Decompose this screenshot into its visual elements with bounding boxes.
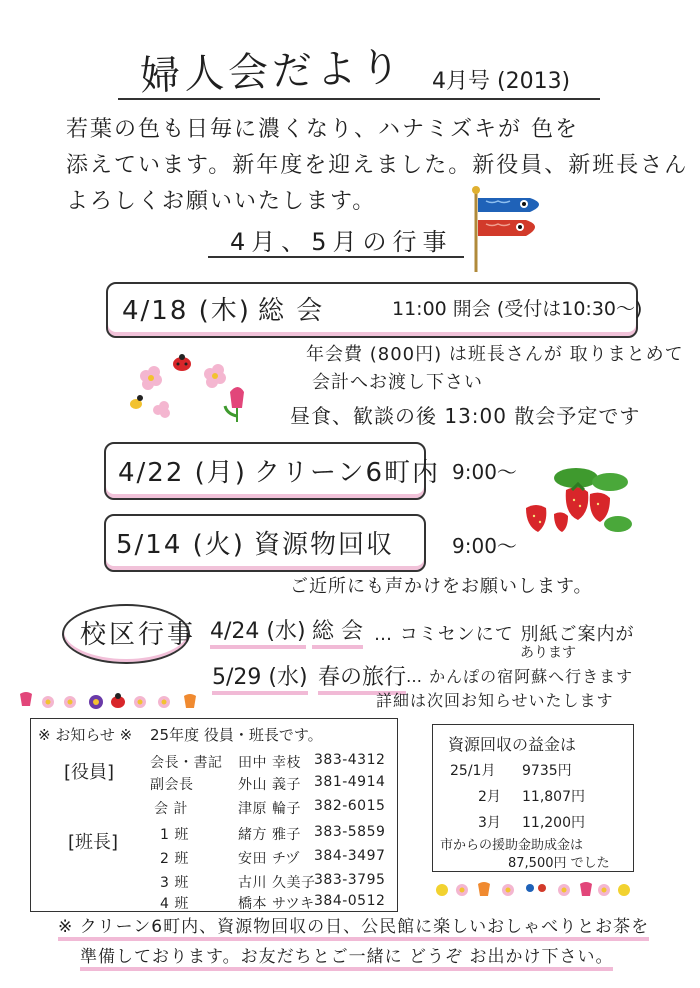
fund-note: 市からの援助金助成金は (440, 838, 584, 853)
event-note: 会計へお渡し下さい (312, 372, 483, 393)
event-time: 9:00〜 (452, 534, 517, 558)
special-event-name: 総 会 (312, 614, 363, 649)
notice-heading: ※ お知らせ ※ (38, 726, 133, 744)
roster-name: 橋本 サツキ (238, 896, 315, 912)
roster-name: 安田 チヅ (238, 851, 301, 867)
roster-name: 外山 義子 (238, 777, 301, 793)
event-date: 4/22 (月) (118, 458, 247, 488)
events-heading-underline (208, 256, 464, 258)
officers-label: [役員] (64, 762, 115, 783)
event-note: 昼食、歓談の後 13:00 散会予定です (290, 404, 641, 428)
special-event-name: 春の旅行 (318, 660, 406, 695)
special-event-detail: 詳細は次回お知らせいたします (376, 691, 614, 710)
roster-role: 3 班 (160, 875, 189, 891)
koinobori-illustration (468, 186, 560, 274)
event-time: 9:00〜 (452, 460, 517, 484)
event-name: 資源物回収 (254, 530, 395, 560)
roster-name: 田中 幸枝 (238, 755, 301, 771)
fund-heading: 資源回収の益金は (448, 735, 577, 754)
footer-line: 準備しております。お友だちとご一緒に どうぞ お出かけ下さい。 (80, 942, 613, 971)
special-event-date: 5/29 (水) (212, 660, 308, 695)
roster-phone: 383-5859 (314, 824, 386, 840)
roster-name: 津原 輪子 (238, 801, 301, 817)
event-name: クリーン6町内 (254, 458, 441, 488)
strawberry-illustration (514, 460, 642, 542)
event-note: ご近所にも声かけをお願いします。 (290, 576, 593, 597)
title-underline (118, 98, 600, 100)
special-event-detail: あります (520, 645, 576, 661)
roster-role: 2 班 (160, 851, 189, 867)
flower-arch-illustration (118, 352, 258, 424)
roster-phone: 384-0512 (314, 893, 386, 909)
issue-label: 4月号 (2013) (432, 69, 571, 94)
roster-phone: 383-4312 (314, 752, 386, 768)
notice-subheading: 25年度 役員・班長です。 (150, 726, 323, 744)
fund-note: 87,500円 でした (508, 856, 610, 871)
roster-role: 副会長 (150, 777, 194, 793)
special-event-detail: … コミセンにて 別紙ご案内が (374, 624, 635, 645)
event-note: 年会費 (800円) は班長さんが 取りまとめて (306, 344, 684, 365)
roster-role: 1 班 (160, 827, 189, 843)
fund-month: 2月 (478, 789, 501, 805)
event-date: 5/14 (火) (116, 530, 245, 560)
group-leaders-label: [班長] (68, 832, 119, 853)
roster-phone: 383-3795 (314, 872, 386, 888)
fund-month: 25/1月 (450, 763, 496, 779)
intro-line: 若葉の色も日毎に濃くなり、ハナミズキが 色を (66, 117, 579, 142)
roster-phone: 382-6015 (314, 798, 386, 814)
event-date: 4/18 (木) (122, 296, 251, 326)
newsletter-title: 婦人会だより (139, 44, 405, 100)
footer-line: ※ クリーン6町内、資源物回収の日、公民館に楽しいおしゃべりとお茶を (58, 912, 649, 941)
fund-amount: 9735円 (522, 763, 572, 779)
fund-month: 3月 (478, 815, 501, 831)
roster-role: 会 計 (154, 801, 188, 817)
roster-name: 古川 久美子 (238, 875, 316, 891)
flower-strip-right-illustration (432, 878, 632, 902)
event-time: 11:00 開会 (受付は10:30〜) (392, 298, 643, 320)
special-events-label: 校区行事 (80, 620, 197, 650)
intro-line: よろしくお願いいたします。 (66, 189, 377, 214)
special-event-date: 4/24 (水) (210, 614, 306, 649)
roster-role: 会長・書記 (150, 755, 223, 771)
events-heading: 4月、5月の行事 (230, 228, 453, 256)
special-event-detail: … かんぽの宿阿蘇へ行きます (406, 667, 634, 686)
fund-amount: 11,807円 (522, 789, 585, 805)
roster-name: 緒方 雅子 (238, 827, 301, 843)
intro-line: 添えています。新年度を迎えました。新役員、新班長さん (66, 153, 689, 178)
roster-phone: 381-4914 (314, 774, 386, 790)
roster-role: 4 班 (160, 896, 189, 912)
flower-strip-illustration (14, 690, 214, 714)
roster-phone: 384-3497 (314, 848, 386, 864)
fund-amount: 11,200円 (522, 815, 585, 831)
event-name: 総 会 (258, 296, 325, 326)
